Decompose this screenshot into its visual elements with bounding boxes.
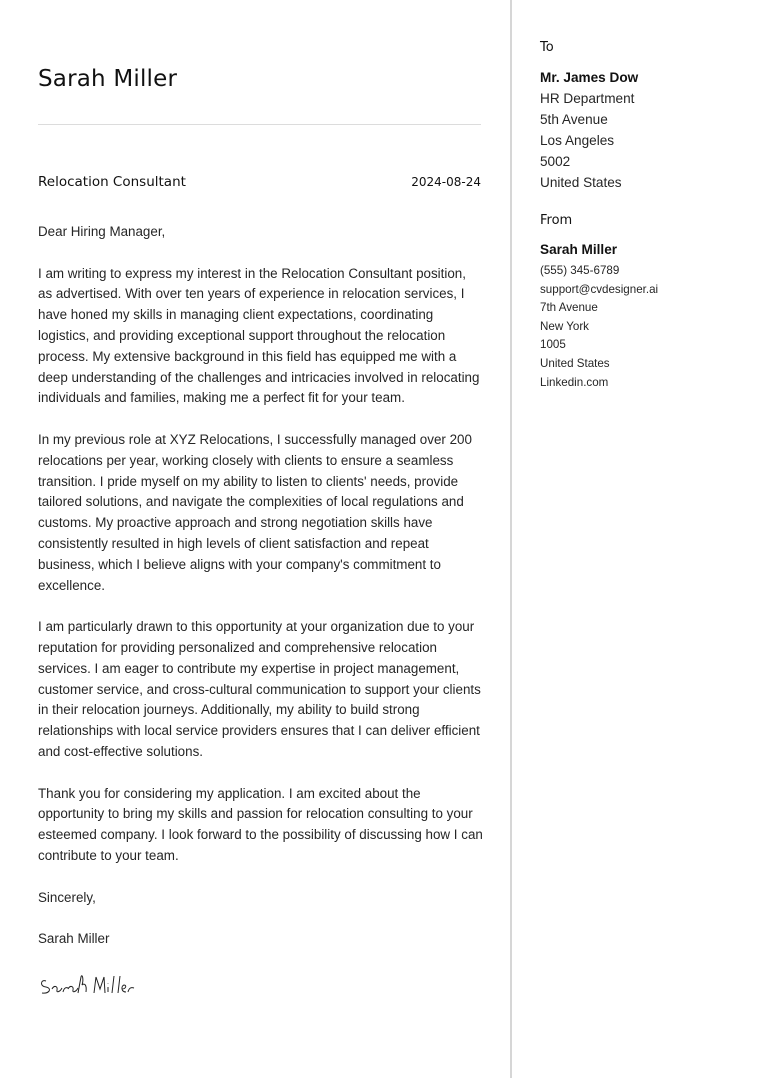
paragraph-2: In my previous role at XYZ Relocations, I successfully managed over 200 relocations per year, working closely with clients to ensure a seamless transition. I pride myself on my ability to listen to clients' needs, provide tailored solutions, and navigate the complexities of local regulations and customs. My proactive approach and strong negotiation skills have consistently resulted in high levels of client satisfaction and repeat business, which I believe aligns with your company's commitment to excellence.	[38, 431, 472, 593]
recipient-name: Mr. James Dow	[540, 70, 639, 85]
closing: Sincerely,	[38, 889, 96, 905]
sender-city: New York	[540, 319, 589, 333]
from-heading: From	[540, 213, 573, 228]
to-heading: To	[540, 40, 554, 55]
handwritten-signature	[38, 971, 148, 1001]
sender-street: 7th Avenue	[540, 301, 598, 315]
column-divider	[510, 0, 512, 1078]
closing-name: Sarah Miller	[38, 931, 110, 947]
paragraph-1: I am writing to express my interest in the Relocation Consultant position, as advertised. With over ten years of experience in relocation services, I have honed my skills in managing client expectations, coordinating logistics, and providing exceptional support throughout the relocation process. My extensive background in this field has equipped me with a deep understanding of the challenges and intricacies involved in relocating individuals and families, making me a perfect fit for your team.	[38, 265, 480, 406]
sender-zip: 1005	[540, 338, 566, 352]
recipient-country: United States	[540, 175, 622, 190]
paragraph-4: Thank you for considering my application. I am excited about the opportunity to bring my skills and passion for relocation consulting to your esteemed company. I look forward to the possibility of discussing how I can contribute to your team.	[38, 785, 483, 863]
sender-name: Sarah Miller	[38, 66, 178, 92]
letter-body	[38, 222, 483, 1001]
recipient-street: 5th Avenue	[540, 112, 608, 127]
sender-country: United States	[540, 356, 610, 370]
letter-meta-row	[38, 174, 481, 190]
header-divider	[38, 124, 481, 125]
recipient-block	[540, 67, 638, 193]
recipient-city: Los Angeles	[540, 133, 615, 148]
paragraph-3: I am particularly drawn to this opportunity at your organization due to your reputation for providing personalized and comprehensive relocation services. I am eager to contribute my expertise in project management, customer service, and cross-cultural communication to support your clients in their relocation journeys. Additionally, my ability to build strong relationships with local service providers ensures that I can deliver efficient and cost-effective solutions.	[38, 619, 481, 759]
job-title: Relocation Consultant	[38, 174, 186, 190]
sender-email: support@cvdesigner.ai	[540, 282, 659, 296]
sender-phone: (555) 345-6789	[540, 264, 620, 277]
sender-website: Linkedin.com	[540, 375, 609, 389]
recipient-zip: 5002	[540, 154, 571, 169]
sender-contact-block	[540, 240, 658, 392]
letter-date: 2024-08-24	[411, 175, 481, 189]
salutation: Dear Hiring Manager,	[38, 224, 166, 239]
recipient-department: HR Department	[540, 91, 635, 106]
sender-contact-name: Sarah Miller	[540, 242, 618, 257]
